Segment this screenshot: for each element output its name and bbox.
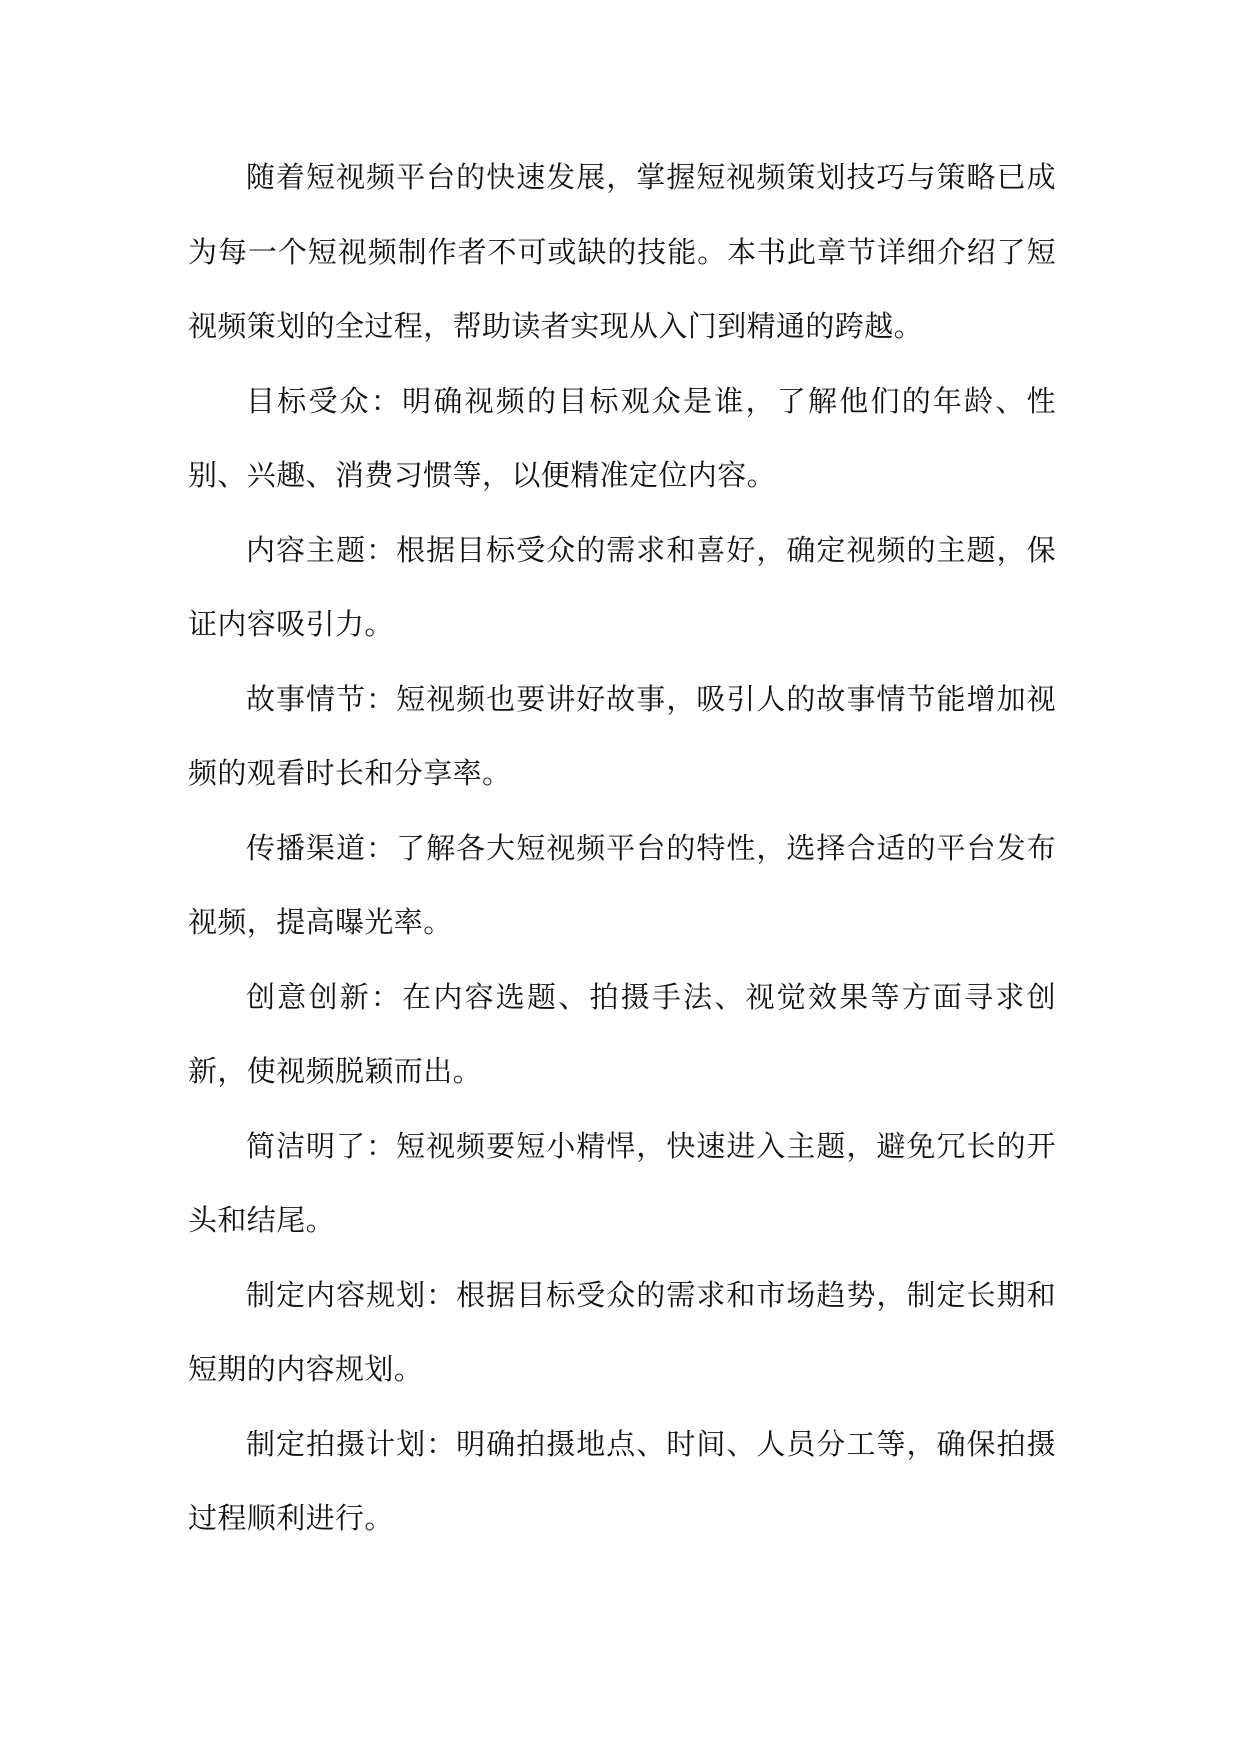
target-audience-paragraph: 目标受众：明确视频的目标观众是谁，了解他们的年龄、性别、兴趣、消费习惯等，以便精准定位内容。 — [188, 383, 1056, 492]
creative-innovation-paragraph: 创意创新：在内容选题、拍摄手法、视觉效果等方面寻求创新，使视频脱颖而出。 — [188, 979, 1056, 1088]
distribution-channel-paragraph: 传播渠道：了解各大短视频平台的特性，选择合适的平台发布视频，提高曝光率。 — [188, 830, 1056, 939]
body-text — [188, 140, 1056, 1556]
concise-clear-paragraph: 简洁明了：短视频要短小精悍，快速进入主题，避免冗长的开头和结尾。 — [188, 1128, 1056, 1237]
storyline-paragraph: 故事情节：短视频也要讲好故事，吸引人的故事情节能增加视频的观看时长和分享率。 — [188, 681, 1056, 790]
content-planning-paragraph: 制定内容规划：根据目标受众的需求和市场趋势，制定长期和短期的内容规划。 — [188, 1277, 1056, 1386]
content-theme-paragraph: 内容主题：根据目标受众的需求和喜好，确定视频的主题，保证内容吸引力。 — [188, 532, 1056, 641]
intro-paragraph: 随着短视频平台的快速发展，掌握短视频策划技巧与策略已成为每一个短视频制作者不可或缺的技能。本书此章节详细介绍了短视频策划的全过程，帮助读者实现从入门到精通的跨越。 — [188, 160, 1056, 343]
shooting-plan-paragraph: 制定拍摄计划：明确拍摄地点、时间、人员分工等，确保拍摄过程顺利进行。 — [188, 1426, 1056, 1535]
